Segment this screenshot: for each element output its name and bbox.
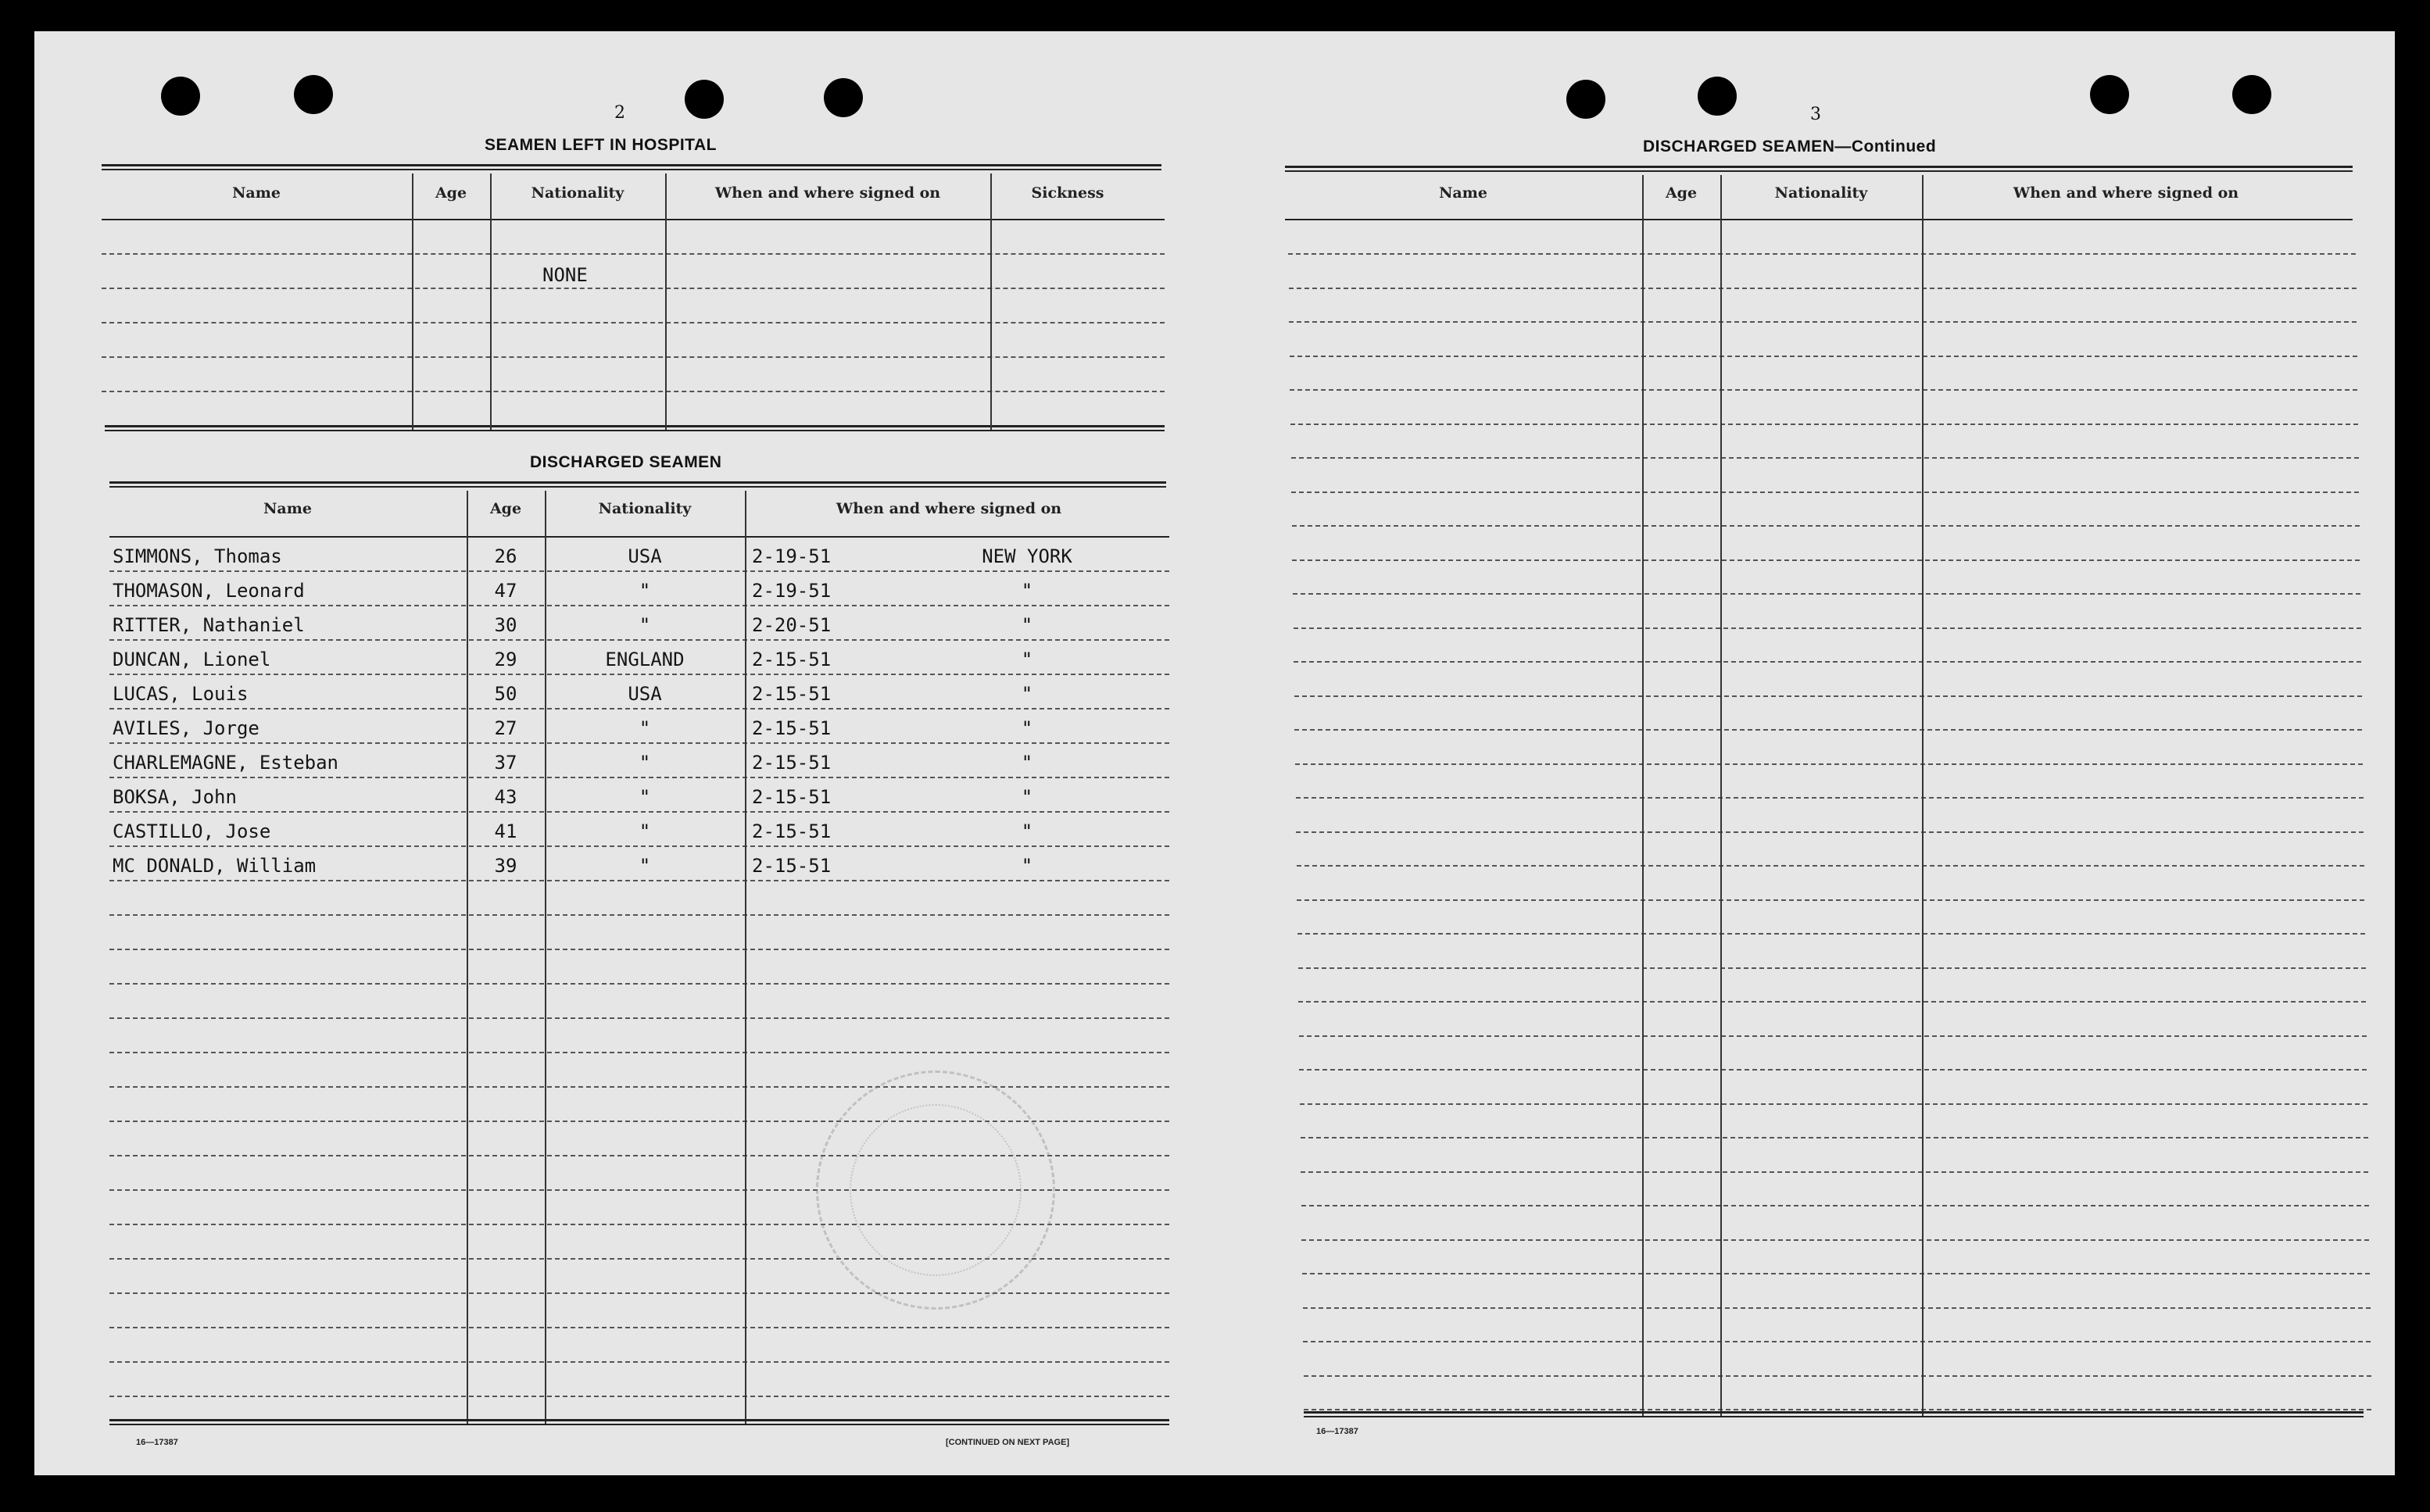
discharged-dash-row [109,570,1169,572]
seaman-name: SIMMONS, Thomas [113,545,282,567]
right-dash-row [1299,1035,2367,1037]
discharged-dash-row [109,1017,1169,1019]
punch-hole [2090,75,2129,114]
discharged-bottom-rule [109,1419,1169,1425]
right-col-age: Age [1665,184,1698,202]
right-dash-row [1301,1137,2368,1138]
discharged-col-nationality: Nationality [598,500,692,517]
right-dash-row [1295,763,2363,765]
seaman-name: MC DONALD, William [113,855,317,877]
hospital-section-title: SEAMEN LEFT IN HOSPITAL [485,136,717,154]
right-dash-row [1291,491,2359,493]
seaman-age: 39 [494,855,517,877]
right-dash-row [1290,389,2357,391]
discharged-dash-row [109,674,1169,675]
signed-on-place: " [1021,614,1033,636]
discharged-col-divider [745,491,746,1424]
signed-on-place: " [1021,820,1033,842]
signed-on-date: 2-15-51 [752,820,832,842]
seaman-nationality: " [639,580,651,602]
seaman-age: 27 [494,717,517,739]
hospital-dash-row [102,322,1165,323]
discharged-col-signed-on: When and where signed on [836,500,1062,517]
right-dash-row [1297,933,2365,935]
seaman-name: CHARLEMAGNE, Esteban [113,752,338,774]
punch-hole [1698,77,1737,116]
seaman-nationality: USA [628,545,662,567]
discharged-top-rule [109,481,1166,488]
signed-on-place: NEW YORK [982,545,1072,567]
right-dash-row [1298,967,2366,969]
discharged-dash-row [109,1086,1169,1088]
signed-on-date: 2-19-51 [752,545,832,567]
right-dash-row [1303,1307,2371,1309]
signed-on-date: 2-15-51 [752,786,832,808]
right-dash-row [1302,1273,2370,1274]
seaman-nationality: " [639,614,651,636]
signed-on-place: " [1021,649,1033,670]
seaman-age: 43 [494,786,517,808]
right-dash-row [1299,1069,2367,1071]
official-stamp [816,1071,1055,1310]
right-dash-row [1301,1171,2368,1173]
right-dash-row [1289,288,2357,289]
right-col-signed-on: When and where signed on [2013,184,2239,202]
seaman-nationality: " [639,752,651,774]
seaman-nationality: ENGLAND [605,649,685,670]
discharged-dash-row [109,1292,1169,1294]
signed-on-place: " [1021,752,1033,774]
signed-on-date: 2-15-51 [752,752,832,774]
seaman-nationality: USA [628,683,662,705]
discharged-dash-row [109,639,1169,641]
discharged-dash-row [109,845,1169,847]
discharged-dash-row [109,742,1169,744]
seaman-name: AVILES, Jorge [113,717,259,739]
hospital-col-divider [412,173,413,430]
discharged-section-title: DISCHARGED SEAMEN [530,453,722,471]
seaman-name: THOMASON, Leonard [113,580,305,602]
discharged-dash-row [109,1327,1169,1328]
hospital-col-name: Name [232,184,281,202]
hospital-top-rule [102,164,1161,170]
punch-hole [161,77,200,116]
continued-note: [CONTINUED ON NEXT PAGE] [946,1438,1070,1447]
hospital-col-sickness: Sickness [1031,184,1104,202]
right-dash-row [1304,1375,2371,1377]
hospital-entry-none: NONE [542,264,588,286]
left-form-number: 16—17387 [136,1438,178,1447]
right-form-number: 16—17387 [1316,1427,1358,1436]
right-dash-row [1294,627,2361,629]
hospital-bottom-rule [105,425,1165,431]
right-dash-row [1296,831,2364,833]
seaman-age: 41 [494,820,517,842]
punch-hole [294,75,333,114]
hospital-col-signed-on: When and where signed on [714,184,941,202]
right-dash-row [1296,797,2364,799]
seaman-age: 30 [494,614,517,636]
seaman-age: 26 [494,545,517,567]
right-dash-row [1297,899,2364,901]
punch-hole [685,80,724,119]
right-dash-row [1297,865,2364,867]
right-dash-row [1292,525,2360,527]
seaman-nationality: " [639,786,651,808]
right-col-nationality: Nationality [1774,184,1868,202]
seaman-age: 29 [494,649,517,670]
hospital-col-divider [665,173,667,430]
signed-on-date: 2-20-51 [752,614,832,636]
seaman-nationality: " [639,855,651,877]
right-dash-row [1304,1409,2371,1410]
discharged-header-rule [109,536,1169,538]
right-dash-row [1294,695,2362,697]
seaman-name: RITTER, Nathaniel [113,614,305,636]
right-col-divider [1720,175,1722,1416]
seaman-name: LUCAS, Louis [113,683,249,705]
right-col-divider [1642,175,1644,1416]
discharged-col-name: Name [263,500,312,517]
right-col-divider [1922,175,1924,1416]
seaman-name: DUNCAN, Lionel [113,649,271,670]
signed-on-place: " [1021,786,1033,808]
signed-on-place: " [1021,717,1033,739]
right-dash-row [1290,424,2358,425]
right-dash-row [1288,253,2356,255]
right-page-number: 3 [1810,105,1821,124]
right-bottom-rule [1304,1411,2364,1417]
discharged-dash-row [109,983,1169,985]
seaman-age: 50 [494,683,517,705]
right-dash-row [1290,356,2357,357]
punch-hole [824,78,863,117]
right-dash-row [1291,457,2359,459]
right-col-name: Name [1439,184,1487,202]
hospital-dash-row [102,288,1165,289]
hospital-dash-row [102,356,1165,358]
right-dash-row [1289,321,2357,323]
seaman-nationality: " [639,717,651,739]
discharged-dash-row [109,949,1169,950]
right-dash-row [1301,1205,2369,1206]
left-page-number: 2 [614,103,625,123]
right-dash-row [1300,1103,2367,1105]
discharged-dash-row [109,708,1169,710]
signed-on-date: 2-15-51 [752,683,832,705]
seaman-name: CASTILLO, Jose [113,820,271,842]
punch-hole [2232,75,2271,114]
signed-on-place: " [1021,855,1033,877]
hospital-dash-row [102,253,1165,255]
signed-on-date: 2-19-51 [752,580,832,602]
signed-on-date: 2-15-51 [752,649,832,670]
right-dash-row [1294,729,2362,731]
right-dash-row [1293,593,2360,595]
discharged-dash-row [109,1396,1169,1397]
hospital-col-nationality: Nationality [531,184,624,202]
seaman-age: 37 [494,752,517,774]
discharged-col-age: Age [489,500,522,517]
discharged-dash-row [109,914,1169,916]
seaman-name: BOKSA, John [113,786,237,808]
signed-on-date: 2-15-51 [752,855,832,877]
discharged-dash-row [109,605,1169,606]
hospital-dash-row [102,391,1165,392]
hospital-header-rule [102,219,1165,220]
right-dash-row [1292,559,2360,561]
discharged-dash-row [109,1052,1169,1053]
document-sheet [34,31,2395,1475]
right-dash-row [1301,1239,2369,1241]
right-dash-row [1298,1001,2366,1003]
hospital-col-divider [490,173,492,430]
seaman-nationality: " [639,820,651,842]
discharged-dash-row [109,880,1169,881]
right-top-rule [1285,166,2353,172]
right-dash-row [1303,1341,2371,1342]
seaman-age: 47 [494,580,517,602]
right-section-title: DISCHARGED SEAMEN—Continued [1643,138,1937,155]
discharged-dash-row [109,777,1169,778]
punch-hole [1566,80,1605,119]
discharged-dash-row [109,811,1169,813]
signed-on-place: " [1021,683,1033,705]
hospital-col-divider [990,173,992,430]
signed-on-date: 2-15-51 [752,717,832,739]
hospital-col-age: Age [435,184,467,202]
right-dash-row [1294,661,2361,663]
signed-on-place: " [1021,580,1033,602]
right-header-rule [1285,219,2353,220]
discharged-dash-row [109,1361,1169,1363]
